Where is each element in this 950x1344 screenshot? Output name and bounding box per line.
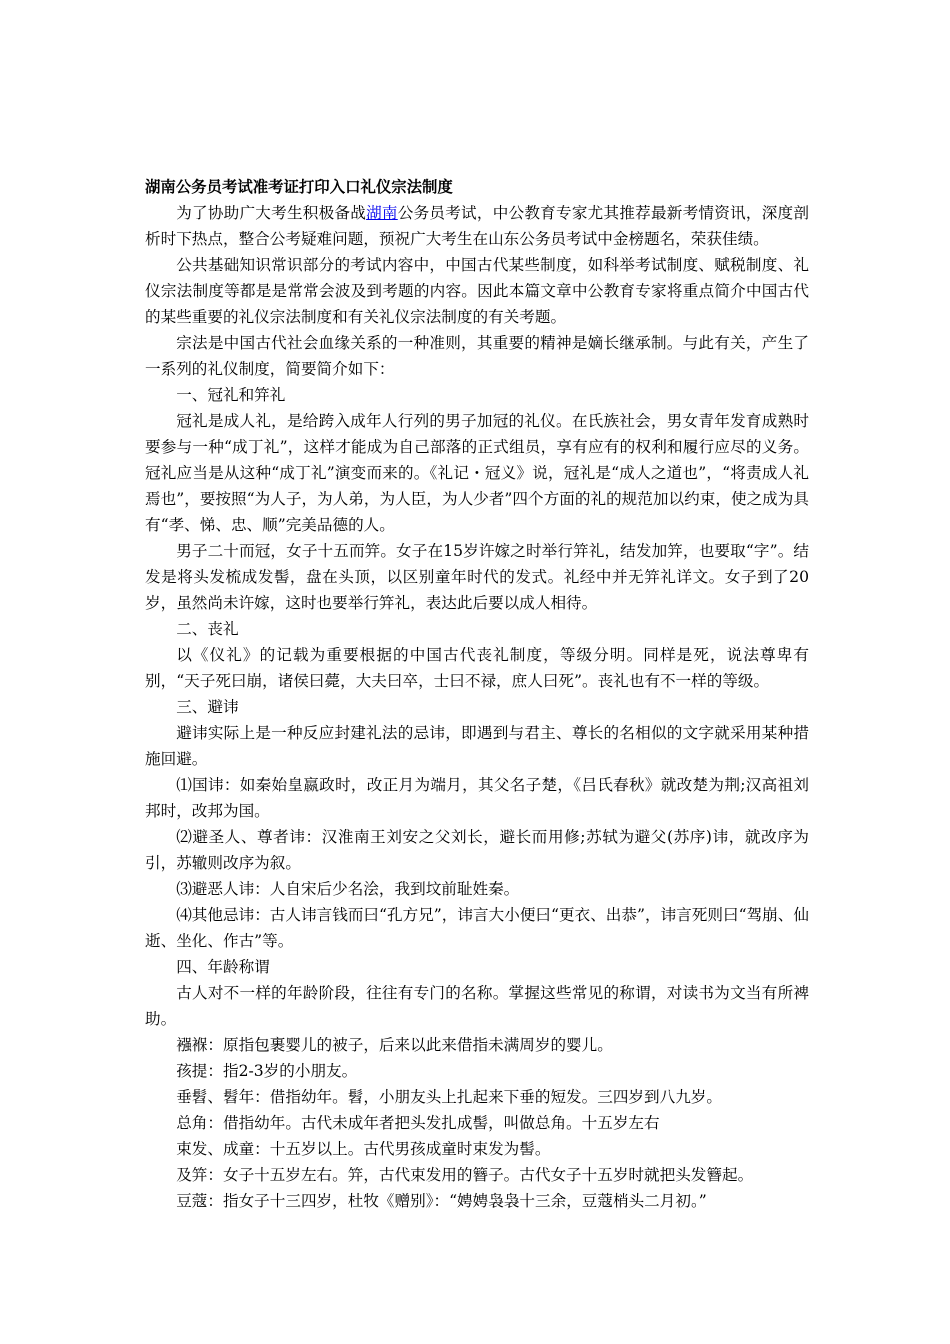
section-heading: 三、避讳 <box>176 698 239 716</box>
paragraph: 古人对不一样的年龄阶段，往往有专门的名称。掌握这些常见的称谓，对读书为文当有所裨助。 <box>145 984 809 1028</box>
paragraph: 以《仪礼》的记载为重要根据的中国古代丧礼制度，等级分明。同样是死，说法尊卑有别，“天子死曰崩，诸侯曰薨，大夫曰卒，士曰不禄，庶人曰死”。丧礼也有不一样的等级。 <box>145 646 809 690</box>
term-definition: 豆蔻：指女子十三四岁，杜牧《赠别》：“娉娉袅袅十三余，豆蔻梢头二月初。” <box>176 1192 707 1210</box>
list-item: ⑷其他忌讳：古人讳言钱而曰“孔方兄”，讳言大小便曰“更衣、出恭”，讳言死则曰“驾崩、仙逝、坐化、作古”等。 <box>145 906 809 950</box>
intro-text-after: 公务员考试，中公教育专家尤其推荐最新考情资讯，深度剖析时下热点，整合公考疑难问题，预祝广大考生在山东公务员考试中金榜题名，荣获佳绩。 <box>145 204 809 248</box>
section-heading: 二、丧礼 <box>176 620 239 638</box>
section-heading: 一、冠礼和笄礼 <box>176 386 286 404</box>
paragraph: 避讳实际上是一种反应封建礼法的忌讳，即遇到与君主、尊长的名相似的文字就采用某种措施回避。 <box>145 724 809 768</box>
section-heading: 四、年龄称谓 <box>176 958 270 976</box>
paragraph: 男子二十而冠，女子十五而笄。女子在15岁许嫁之时举行笄礼，结发加笄，也要取“字”。结发是将头发梳成发髻，盘在头顶，以区别童年时代的发式。礼经中并无笄礼详文。女子到了20岁，虽然尚未许嫁，这时也要举行笄礼，表达此后要以成人相待。 <box>145 542 809 612</box>
term-definition: 孩提：指2-3岁的小朋友。 <box>176 1062 358 1080</box>
list-item: ⑵避圣人、尊者讳：汉淮南王刘安之父刘长，避长而用修;苏轼为避父(苏序)讳，就改序为引，苏辙则改序为叙。 <box>145 828 809 872</box>
term-definition: 总角：借指幼年。古代未成年者把头发扎成髻，叫做总角。十五岁左右 <box>176 1114 660 1132</box>
paragraph: 公共基础知识常识部分的考试内容中，中国古代某些制度，如科举考试制度、赋税制度、礼仪宗法制度等都是是常常会波及到考题的内容。因此本篇文章中公教育专家将重点简介中国古代的某些重要的礼仪宗法制度和有关礼仪宗法制度的有关考题。 <box>145 256 809 326</box>
intro-paragraph <box>145 200 809 252</box>
list-item: ⑴国讳：如秦始皇嬴政时，改正月为端月，其父名子楚，《吕氏春秋》就改楚为荆;汉高祖刘邦时，改邦为国。 <box>145 776 809 820</box>
document-title: 湖南公务员考试准考证打印入口礼仪宗法制度 <box>145 178 453 196</box>
term-definition: 襁褓：原指包裹婴儿的被子，后来以此来借指未满周岁的婴儿。 <box>176 1036 613 1054</box>
intro-text-before: 为了协助广大考生积极备战 <box>176 204 367 222</box>
document-body <box>145 174 809 1214</box>
list-item: ⑶避恶人讳：人自宋后少名浍，我到坟前耻姓秦。 <box>176 880 520 898</box>
paragraph: 宗法是中国古代社会血缘关系的一种准则，其重要的精神是嫡长继承制。与此有关，产生了一系列的礼仪制度，简要简介如下： <box>145 334 809 378</box>
term-definition: 垂髫、髫年：借指幼年。髫，小朋友头上扎起来下垂的短发。三四岁到八九岁。 <box>176 1088 722 1106</box>
term-definition: 束发、成童：十五岁以上。古代男孩成童时束发为髻。 <box>176 1140 551 1158</box>
term-definition: 及笄：女子十五岁左右。笄，古代束发用的簪子。古代女子十五岁时就把头发簪起。 <box>176 1166 754 1184</box>
paragraph: 冠礼是成人礼，是给跨入成年人行列的男子加冠的礼仪。在氏族社会，男女青年发育成熟时要参与一种“成丁礼”，这样才能成为自己部落的正式组员，享有应有的权利和履行应尽的义务。冠礼应当是从这种“成丁礼”演变而来的。《礼记・冠义》说，冠礼是“成人之道也”，“将责成人礼焉也”，要按照“为人子，为人弟，为人臣，为人少者”四个方面的礼的规范加以约束，使之成为具有“孝、悌、忠、顺”完美品德的人。 <box>145 412 809 534</box>
hunan-link[interactable]: 湖南 <box>366 204 398 222</box>
